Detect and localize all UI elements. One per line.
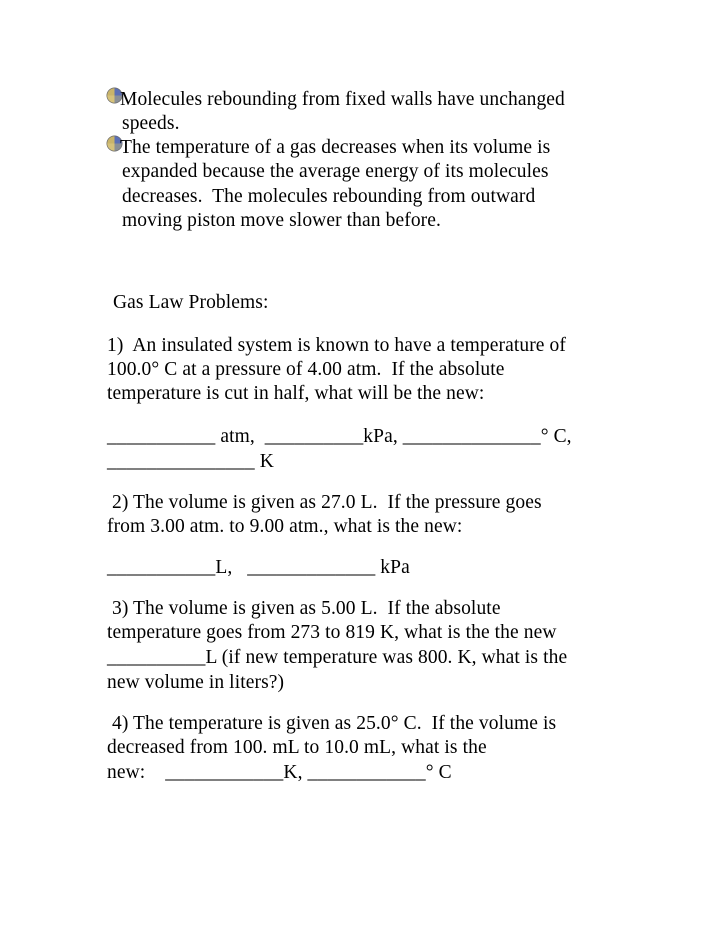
bullet-1-line-1: Molecules rebounding from fixed walls have unchanged (120, 89, 565, 110)
problem-4-line-3: new: ____________K, ____________° C (107, 762, 452, 783)
problem-4-line-1: 4) The temperature is given as 25.0° C. If the volume is (107, 713, 557, 734)
bullet-1-line-2: speeds. (122, 113, 180, 134)
bullet-2-line-4: moving piston move slower than before. (122, 210, 441, 231)
problem-1-answer-line-1: ___________ atm, __________kPa, ______________° C, (107, 426, 572, 447)
bullet-2-line-1: The temperature of a gas decreases when its volume is (120, 137, 551, 158)
problem-4-line-2: decreased from 100. mL to 10.0 mL, what is the (107, 737, 487, 758)
problem-2-line-2: from 3.00 atm. to 9.00 atm., what is the new: (107, 516, 463, 537)
problem-3-line-1: 3) The volume is given as 5.00 L. If the absolute (107, 598, 501, 619)
bullet-2-line-3: decreases. The molecules rebounding from outward (122, 186, 536, 207)
problem-2-line-1: 2) The volume is given as 27.0 L. If the pressure goes (107, 492, 542, 513)
problem-3-line-2: temperature goes from 273 to 819 K, what is the the new (107, 622, 557, 643)
bullet-2-line-2: expanded because the average energy of its molecules (122, 161, 549, 182)
problem-1-line-2: 100.0° C at a pressure of 4.00 atm. If the absolute (107, 359, 505, 380)
problem-1-answer-line-2: _______________ K (107, 451, 274, 472)
problem-3-line-3: __________L (if new temperature was 800. K, what is the (107, 647, 568, 668)
problem-1-line-3: temperature is cut in half, what will be the new: (107, 383, 485, 404)
problem-1-line-1: 1) An insulated system is known to have a temperature of (107, 335, 566, 356)
problem-2-answer-line-1: ___________L, _____________ kPa (107, 557, 410, 578)
problem-3-line-4: new volume in liters?) (107, 672, 285, 693)
section-heading: Gas Law Problems: (113, 292, 269, 313)
